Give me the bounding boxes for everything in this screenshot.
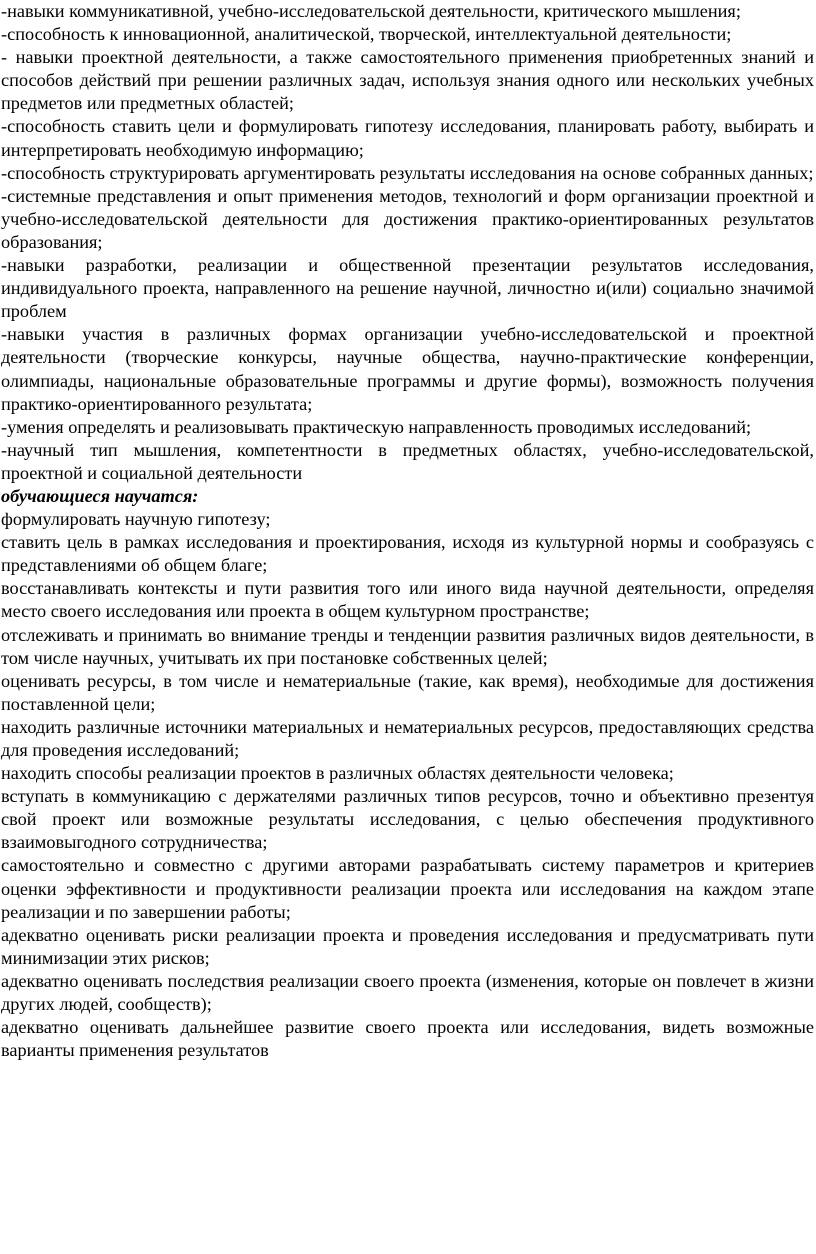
outcome-paragraph: оценивать ресурсы, в том числе и нематериальные (такие, как время), необходимые для достижения поставленной цели;	[1, 670, 814, 714]
skill-paragraph: -системные представления и опыт применения методов, технологий и форм организации проектной и учебно-исследовательской деятельности для достижения практико-ориентированных результатов образования;	[1, 185, 814, 252]
outcome-paragraph: отслеживать и принимать во внимание тренды и тенденции развития различных видов деятельности, в том числе научных, учитывать их при постановке собственных целей;	[1, 624, 814, 668]
outcome-paragraph: самостоятельно и совместно с другими авторами разрабатывать систему параметров и критериев оценки эффективности и продуктивности реализации проекта или исследования на каждом этапе реализации и по завершении работы;	[1, 855, 814, 922]
outcome-paragraph: находить различные источники материальных и нематериальных ресурсов, предоставляющих средства для проведения исследований;	[1, 716, 814, 760]
skill-paragraph: -навыки коммуникативной, учебно-исследовательской деятельности, критического мышления;	[1, 1, 741, 21]
outcome-paragraph: формулировать научную гипотезу;	[1, 509, 271, 530]
document-page	[1, 0, 814, 1062]
outcome-paragraph: адекватно оценивать дальнейшее развитие своего проекта или исследования, видеть возможные варианты применения результатов	[1, 1017, 814, 1061]
skill-paragraph: -способность ставить цели и формулировать гипотезу исследования, планировать работу, выбирать и интерпретировать необходимую информацию;	[1, 116, 814, 160]
skill-paragraph: -способность к инновационной, аналитической, творческой, интеллектуальной деятельности;	[1, 24, 732, 45]
skill-paragraph: -умения определять и реализовывать практическую направленность проводимых исследований;	[1, 416, 752, 437]
outcome-paragraph: восстанавливать контексты и пути развития того или иного вида научной деятельности, определяя место своего исследования или проекта в общем культурном пространстве;	[1, 578, 814, 622]
skill-paragraph: -навыки участия в различных формах организации учебно-исследовательской и проектной деятельности (творческие конкурсы, научные общества, научно-практические конференции, олимпиады, национальные образовательные программы и другие формы), возможность получения практико-ориентированного результата;	[1, 324, 814, 414]
outcome-paragraph: находить способы реализации проектов в различных областях деятельности человека;	[1, 763, 674, 784]
skill-paragraph: -навыки разработки, реализации и общественной презентации результатов исследования, индивидуального проекта, направленного на решение научной, личностно и(или) социально значимой проблем	[1, 255, 814, 322]
outcome-paragraph: адекватно оценивать риски реализации проекта и проведения исследования и предусматривать пути минимизации этих рисков;	[1, 924, 814, 968]
outcome-paragraph: адекватно оценивать последствия реализации своего проекта (изменения, которые он повлечет в жизни других людей, сообществ);	[1, 970, 814, 1015]
skill-paragraph: -научный тип мышления, компетентности в предметных областях, учебно-исследовательской, проектной и социальной деятельности	[1, 439, 814, 483]
skill-paragraph: - навыки проектной деятельности, а также самостоятельного применения приобретенных знаний и способов действий при решении различных задач, используя знания одного или нескольких учебных предметов или предметных областей;	[1, 47, 814, 114]
learners-heading: обучающиеся научатся:	[1, 485, 199, 506]
skill-paragraph: -способность структурировать аргументировать результаты исследования на основе собранных данных;	[1, 162, 814, 183]
outcome-paragraph: ставить цель в рамках исследования и проектирования, исходя из культурной нормы и сообразуясь с представлениями об общем благе;	[1, 532, 814, 576]
outcome-paragraph: вступать в коммуникацию с держателями различных типов ресурсов, точно и объективно презентуя свой проект или возможные результаты исследования, с целью обеспечения продуктивного взаимовыгодного сотрудничества;	[1, 786, 814, 853]
